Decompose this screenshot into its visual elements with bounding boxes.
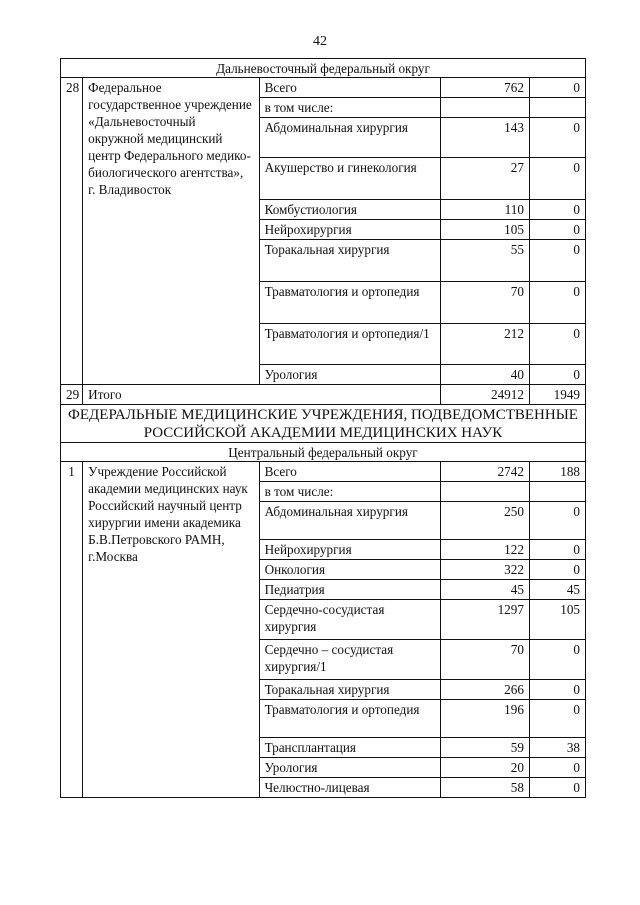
value-cell: 122 xyxy=(441,540,530,560)
specialty-cell: Абдоминальная хирургия xyxy=(259,502,441,540)
value-cell: 0 xyxy=(529,220,585,240)
section-row xyxy=(61,59,586,78)
section-far-east: Дальневосточный федеральный округ xyxy=(61,59,586,78)
value-cell: 38 xyxy=(529,738,585,758)
specialty-cell: Трансплантация xyxy=(259,738,441,758)
specialty-cell: Нейрохирургия xyxy=(259,540,441,560)
total-value: 1949 xyxy=(529,385,585,405)
specialty-cell: Травматология и ортопедия xyxy=(259,282,441,324)
specialty-cell: Урология xyxy=(259,758,441,778)
value-cell: 70 xyxy=(441,640,530,680)
value-cell: 0 xyxy=(529,324,585,365)
section-row xyxy=(61,443,586,462)
value-cell: 40 xyxy=(441,365,530,385)
value-cell: 0 xyxy=(529,365,585,385)
specialty-cell: Сердечно – сосудистая хирургия/1 xyxy=(259,640,441,680)
value-cell: 55 xyxy=(441,240,530,282)
section-central: Центральный федеральный округ xyxy=(61,443,586,462)
specialty-cell: Абдоминальная хирургия xyxy=(259,118,441,158)
value-cell: 0 xyxy=(529,78,585,98)
row-number: 1 xyxy=(61,462,83,798)
specialty-cell: Нейрохирургия xyxy=(259,220,441,240)
value-cell: 0 xyxy=(529,502,585,540)
value-cell: 2742 xyxy=(441,462,530,482)
specialty-cell: Комбустиология xyxy=(259,200,441,220)
total-label: Итого xyxy=(83,385,441,405)
total-value: 24912 xyxy=(441,385,530,405)
specialty-cell: Травматология и ортопедия/1 xyxy=(259,324,441,365)
institution-name: Учреждение Российской академии медицинских наук Российский научный центр хирургии имени академика Б.В.Петровского РАМН, г.Москва xyxy=(83,462,259,798)
table-row xyxy=(61,462,586,482)
value-cell: 59 xyxy=(441,738,530,758)
value-cell: 266 xyxy=(441,680,530,700)
value-cell: 0 xyxy=(529,158,585,200)
specialty-cell: Всего xyxy=(259,462,441,482)
value-cell: 27 xyxy=(441,158,530,200)
value-cell xyxy=(441,98,530,118)
specialty-cell: Челюстно-лицевая xyxy=(259,778,441,798)
value-cell: 105 xyxy=(441,220,530,240)
value-cell: 0 xyxy=(529,680,585,700)
value-cell: 0 xyxy=(529,240,585,282)
specialty-cell: Травматология и ортопедия xyxy=(259,700,441,738)
specialty-cell: Торакальная хирургия xyxy=(259,680,441,700)
specialty-cell: Педиатрия xyxy=(259,580,441,600)
table-row xyxy=(61,78,586,98)
value-cell: 110 xyxy=(441,200,530,220)
page-number: 42 xyxy=(313,34,327,49)
specialty-cell: Торакальная хирургия xyxy=(259,240,441,282)
value-cell: 188 xyxy=(529,462,585,482)
specialty-cell: Онкология xyxy=(259,560,441,580)
value-cell: 58 xyxy=(441,778,530,798)
value-cell: 0 xyxy=(529,200,585,220)
value-cell: 1297 xyxy=(441,600,530,640)
row-number: 28 xyxy=(61,78,83,385)
value-cell: 0 xyxy=(529,700,585,738)
value-cell xyxy=(529,482,585,502)
institution-name: Федеральное государственное учреждение «Дальневосточный окружной медицинский центр Федерального медико-биологического агентства», г. Владивосток xyxy=(83,78,259,385)
value-cell: 143 xyxy=(441,118,530,158)
value-cell: 20 xyxy=(441,758,530,778)
value-cell: 70 xyxy=(441,282,530,324)
value-cell: 196 xyxy=(441,700,530,738)
value-cell: 45 xyxy=(529,580,585,600)
value-cell: 212 xyxy=(441,324,530,365)
specialty-cell: Урология xyxy=(259,365,441,385)
row-number: 29 xyxy=(61,385,83,405)
quota-table xyxy=(60,58,586,798)
value-cell: 322 xyxy=(441,560,530,580)
specialty-cell: в том числе: xyxy=(259,98,441,118)
value-cell: 762 xyxy=(441,78,530,98)
value-cell: 0 xyxy=(529,118,585,158)
specialty-cell: Акушерство и гинекология xyxy=(259,158,441,200)
value-cell: 0 xyxy=(529,282,585,324)
value-cell xyxy=(441,482,530,502)
value-cell: 0 xyxy=(529,758,585,778)
value-cell: 250 xyxy=(441,502,530,540)
section-row xyxy=(61,405,586,443)
value-cell: 105 xyxy=(529,600,585,640)
value-cell: 45 xyxy=(441,580,530,600)
value-cell: 0 xyxy=(529,778,585,798)
value-cell: 0 xyxy=(529,540,585,560)
section-heading: ФЕДЕРАЛЬНЫЕ МЕДИЦИНСКИЕ УЧРЕЖДЕНИЯ, ПОДВЕДОМСТВЕННЫЕ РОССИЙСКОЙ АКАДЕМИИ МЕДИЦИНСКИХ НАУК xyxy=(61,405,586,443)
specialty-cell: в том числе: xyxy=(259,482,441,502)
total-row xyxy=(61,385,586,405)
value-cell: 0 xyxy=(529,640,585,680)
value-cell xyxy=(529,98,585,118)
specialty-cell: Сердечно-сосудистая хирургия xyxy=(259,600,441,640)
value-cell: 0 xyxy=(529,560,585,580)
specialty-cell: Всего xyxy=(259,78,441,98)
